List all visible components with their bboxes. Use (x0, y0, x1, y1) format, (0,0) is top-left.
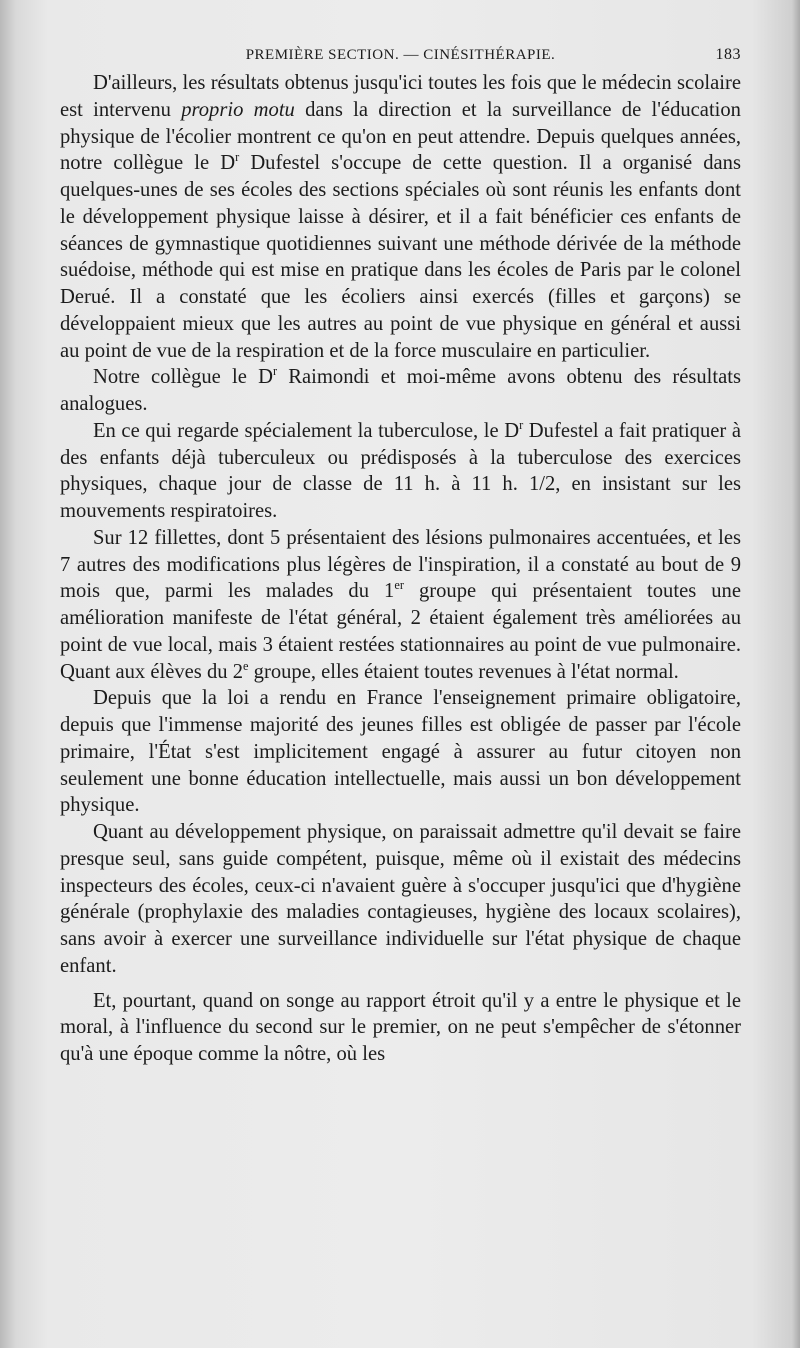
text-run: Et, pourtant, quand on songe au rapport étroit qu'il y a entre le physique et le moral, à l'influence du second sur le premier, on ne peut s'empêcher de s'étonner qu'à une époque comme la nôtre, où les (60, 989, 741, 1065)
paragraph-3 (60, 418, 741, 525)
text-run: groupe, elles étaient toutes revenues à l'état normal. (248, 660, 679, 683)
text-run: En ce qui regarde spécialement la tuberculose, le D (92, 419, 520, 442)
superscript: r (235, 150, 240, 165)
text-run: dans la direction et la surveillance de l'éducation physique de l'écolier montrent ce qu'on en peut attendre. Depuis quelques années, notre collègue le D (60, 98, 741, 175)
italic-phrase: proprio motu (181, 98, 295, 121)
paragraph-4 (60, 525, 741, 686)
superscript: e (243, 658, 249, 673)
text-run: D'ailleurs, les résultats obtenus jusqu'ici toutes les fois que le médecin scolaire est intervenu (60, 72, 741, 121)
running-header (60, 40, 741, 70)
page-number: 183 (715, 46, 741, 63)
paragraph-5 (60, 685, 741, 819)
text-run: Depuis que la loi a rendu en France l'enseignement primaire obligatoire, depuis que l'immense majorité des jeunes filles est obligée de passer par l'école primaire, l'État s'est implicitement engagé à assurer au futur citoyen non seulement une bonne éducation intellectuelle, mais aussi un bon développement physique. (60, 687, 741, 817)
text-run: Dufestel a fait pratiquer à des enfants déjà tuberculeux ou prédisposés à la tuberculose des exercices physiques, chaque jour de classe de 11 h. à 11 h. 1/2, en insistant sur les mouvements respiratoires. (60, 419, 741, 522)
superscript: r (272, 364, 278, 379)
running-header-title: PREMIÈRE SECTION. — CINÉSITHÉRAPIE. (245, 47, 556, 63)
text-run: groupe qui présentaient toutes une amélioration manifeste de l'état général, 2 étaient également très améliorées au point de vue local, mais 3 étaient restées stationnaires au point de vue pulmonaire. Quant aux élèves du 2 (60, 580, 741, 683)
text-run: Notre collègue le D (92, 366, 273, 389)
superscript: r (519, 417, 524, 432)
paragraph-6 (60, 819, 741, 980)
superscript: er (394, 578, 404, 593)
text-run: Dufestel s'occupe de cette question. Il a organisé dans quelques-unes de ses écoles des sections spéciales où sont réunis les enfants dont le développement physique laisse à désirer, et il a fait bénéficier ces enfants de séances de gymnastique quotidiennes suivant une méthode dérivée de la méthode suédoise, méthode qui est mise en pratique dans les écoles de Paris par le colonel Derué. Il a constaté que les écoliers ainsi exercés (filles et garçons) se développaient mieux que les autres au point de vue physique en général et aussi au point de vue de la respiration et de la force musculaire en particulier. (60, 152, 741, 362)
text-run: Sur 12 fillettes, dont 5 présentaient des lésions pulmonaires accentuées, et les 7 autres des modifications plus légères de l'inspiration, il a constaté au bout de 9 mois que, parmi les malades du 1 (60, 526, 741, 603)
paragraph-7 (60, 988, 741, 1068)
paragraph-2 (60, 364, 741, 418)
body-text (60, 70, 741, 1068)
paragraph-1 (60, 70, 741, 364)
text-run: Quant au développement physique, on paraissait admettre qu'il devait se faire presque seul, sans guide compétent, puisque, même où il existait des médecins inspecteurs des écoles, ceux-ci n'avaient guère à s'occuper jusqu'ici que d'hygiène générale (prophylaxie des maladies contagieuses, hygiène des locaux scolaires), sans avoir à exercer une surveillance individuelle sur l'état physique de chaque enfant. (60, 821, 741, 977)
text-run: Raimondi et moi-même avons obtenu des résultats analogues. (60, 366, 741, 415)
book-page (60, 40, 741, 1068)
